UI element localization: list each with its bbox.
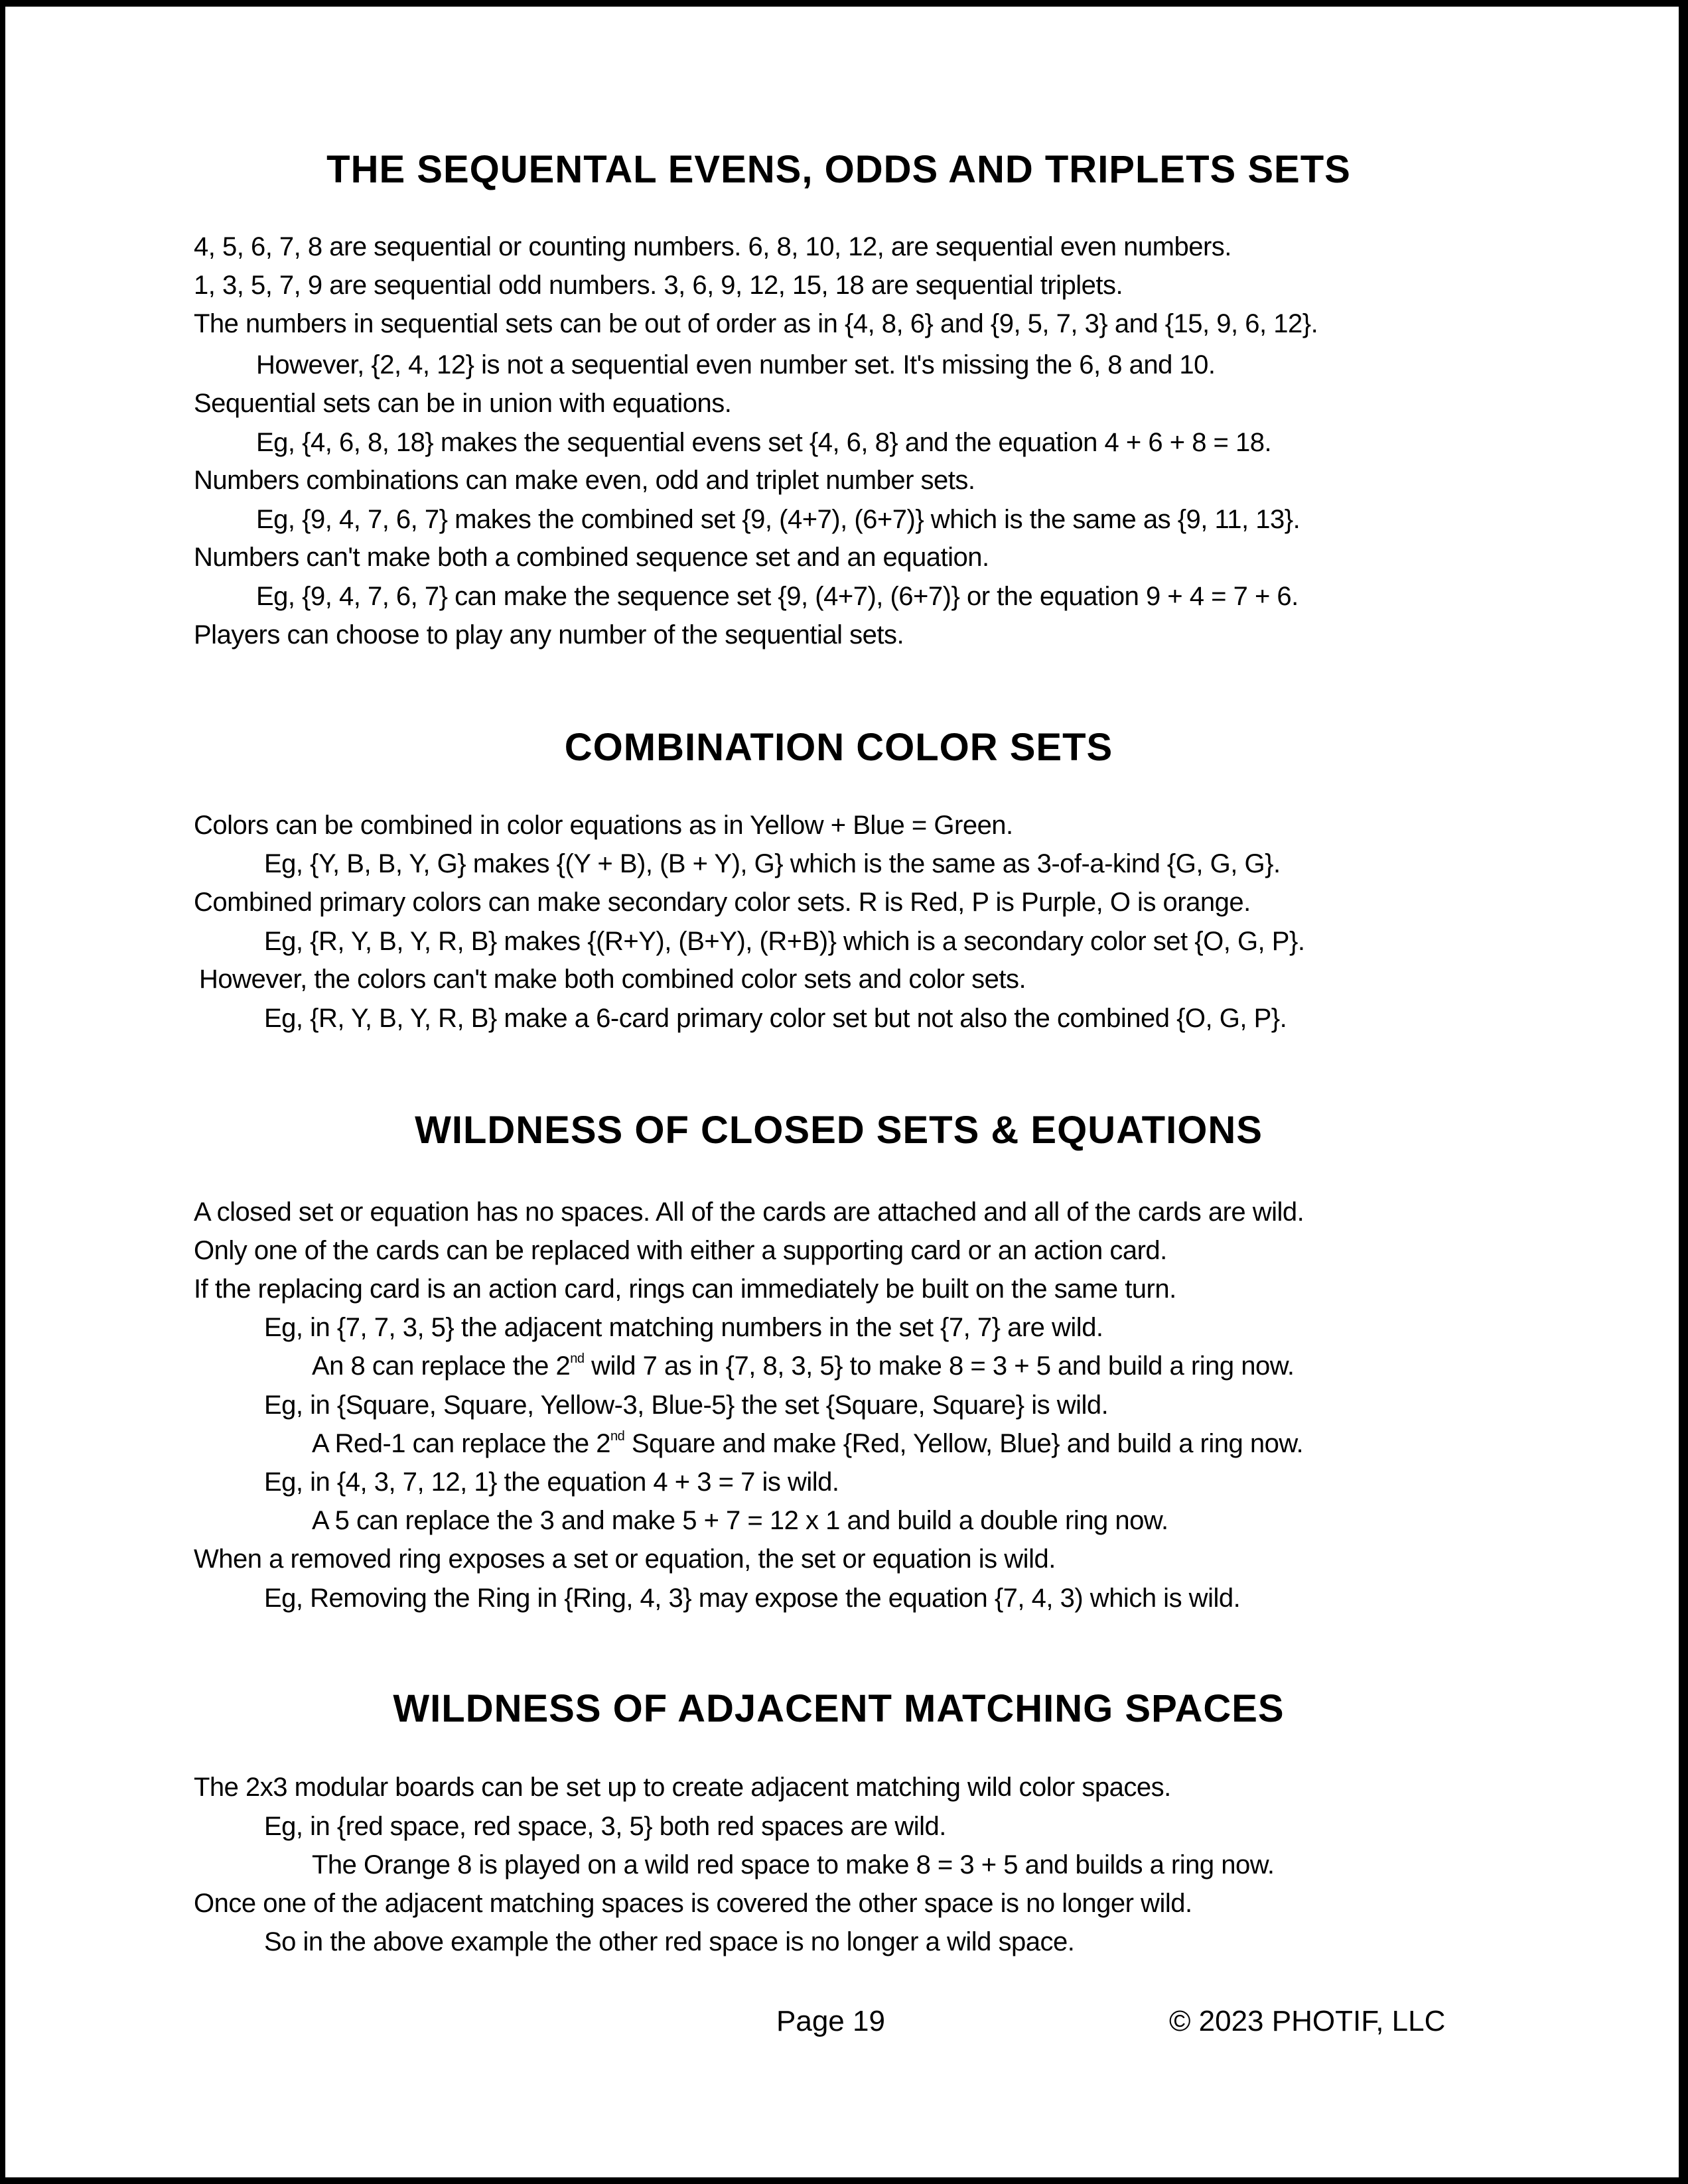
page-number: Page 19 bbox=[776, 2005, 885, 2037]
text-line: Only one of the cards can be replaced with either a supporting card or an action card. bbox=[194, 1236, 1167, 1265]
text-line: Eg, {R, Y, B, Y, R, B} make a 6-card primary color set but not also the combined {O, G, P}. bbox=[264, 1004, 1287, 1033]
text-line: However, the colors can't make both combined color sets and color sets. bbox=[199, 965, 1026, 994]
text-line: An 8 can replace the 2nd wild 7 as in {7, 8, 3, 5} to make 8 = 3 + 5 and build a ring now. bbox=[312, 1351, 1295, 1381]
section-title-wildness-closed-sets: WILDNESS OF CLOSED SETS & EQUATIONS bbox=[415, 1109, 1263, 1152]
text-line: Eg, in {7, 7, 3, 5} the adjacent matching numbers in the set {7, 7} are wild. bbox=[264, 1313, 1103, 1342]
text-line: Eg, in {red space, red space, 3, 5} both red spaces are wild. bbox=[264, 1812, 946, 1841]
text-line: The 2x3 modular boards can be set up to create adjacent matching wild color spaces. bbox=[194, 1773, 1171, 1802]
text-line: Eg, {9, 4, 7, 6, 7} makes the combined set {9, (4+7), (6+7)} which is the same as {9, 11, 13}. bbox=[256, 505, 1301, 534]
copyright: © 2023 PHOTIF, LLC bbox=[1169, 2005, 1446, 2037]
text-line: Eg, {R, Y, B, Y, R, B} makes {(R+Y), (B+Y), (R+B)} which is a secondary color set {O, G, P}. bbox=[264, 927, 1305, 956]
text-line: Players can choose to play any number of the sequential sets. bbox=[194, 620, 904, 649]
text-line: 1, 3, 5, 7, 9 are sequential odd numbers. 3, 6, 9, 12, 15, 18 are sequential triplets. bbox=[194, 271, 1123, 300]
text-line: 4, 5, 6, 7, 8 are sequential or counting numbers. 6, 8, 10, 12, are sequential even numbers. bbox=[194, 232, 1231, 261]
text-line: A 5 can replace the 3 and make 5 + 7 = 12 x 1 and build a double ring now. bbox=[312, 1506, 1168, 1535]
text-line: A Red-1 can replace the 2nd Square and make {Red, Yellow, Blue} and build a ring now. bbox=[312, 1429, 1304, 1458]
text-line: A closed set or equation has no spaces. All of the cards are attached and all of the cards are wild. bbox=[194, 1197, 1304, 1227]
text-line: Eg, {Y, B, B, Y, G} makes {(Y + B), (B + Y), G} which is the same as 3-of-a-kind {G, G, G}. bbox=[264, 849, 1281, 878]
text-line: When a removed ring exposes a set or equation, the set or equation is wild. bbox=[194, 1544, 1056, 1574]
text-line: If the replacing card is an action card, rings can immediately be built on the same turn. bbox=[194, 1274, 1176, 1304]
text-line: Combined primary colors can make secondary color sets. R is Red, P is Purple, O is orange. bbox=[194, 888, 1251, 917]
text-line: Sequential sets can be in union with equations. bbox=[194, 389, 732, 418]
text-line: Eg, in {Square, Square, Yellow-3, Blue-5} the set {Square, Square} is wild. bbox=[264, 1391, 1109, 1420]
text-line: Numbers can't make both a combined sequence set and an equation. bbox=[194, 543, 989, 572]
text-line: Colors can be combined in color equations as in Yellow + Blue = Green. bbox=[194, 811, 1013, 840]
section-title-sequential-sets: THE SEQUENTAL EVENS, ODDS AND TRIPLETS SETS bbox=[326, 148, 1351, 191]
text-line: The Orange 8 is played on a wild red space to make 8 = 3 + 5 and builds a ring now. bbox=[312, 1850, 1275, 1879]
text-line: Eg, in {4, 3, 7, 12, 1} the equation 4 + 3 = 7 is wild. bbox=[264, 1467, 839, 1497]
text-line: Eg, Removing the Ring in {Ring, 4, 3} may expose the equation {7, 4, 3) which is wild. bbox=[264, 1584, 1241, 1613]
text-line: The numbers in sequential sets can be out of order as in {4, 8, 6} and {9, 5, 7, 3} and {15, 9, 6, 12}. bbox=[194, 309, 1318, 338]
section-title-wildness-adjacent-spaces: WILDNESS OF ADJACENT MATCHING SPACES bbox=[393, 1687, 1285, 1730]
text-line: Numbers combinations can make even, odd and triplet number sets. bbox=[194, 466, 975, 495]
section-title-combination-color-sets: COMBINATION COLOR SETS bbox=[564, 726, 1113, 769]
text-line: So in the above example the other red space is no longer a wild space. bbox=[264, 1927, 1075, 1956]
text-line: Once one of the adjacent matching spaces is covered the other space is no longer wild. bbox=[194, 1889, 1192, 1918]
text-line: However, {2, 4, 12} is not a sequential even number set. It's missing the 6, 8 and 10. bbox=[256, 350, 1216, 379]
text-line: Eg, {9, 4, 7, 6, 7} can make the sequence set {9, (4+7), (6+7)} or the equation 9 + 4 = 7 + 6. bbox=[256, 582, 1299, 611]
text-line: Eg, {4, 6, 8, 18} makes the sequential evens set {4, 6, 8} and the equation 4 + 6 + 8 = 18. bbox=[256, 428, 1272, 457]
